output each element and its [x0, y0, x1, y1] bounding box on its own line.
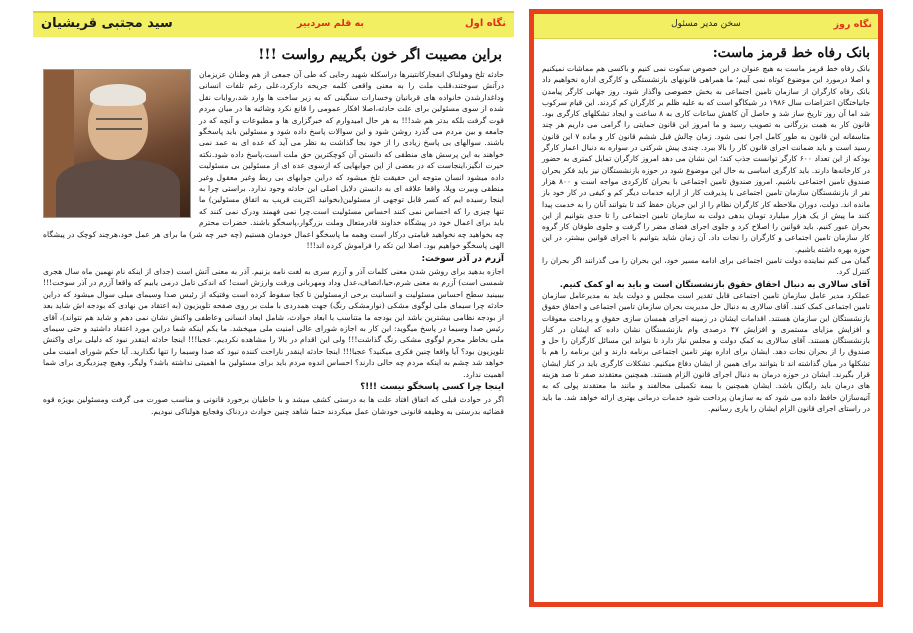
- article-title: براین مصیبت اگر خون بگرییم رواست !!!: [258, 47, 502, 63]
- paragraph: گمان می کنم نماینده دولت تامین اجتماعی برای ادامه مسیر خود، این بحران را می گذرانند اگر بحران را کنترل کرد.: [542, 256, 870, 277]
- subheading: آزرم در آذر سوخت:: [421, 253, 504, 264]
- negah-rooz-column: [529, 9, 883, 607]
- negah-rooz-header: [534, 14, 878, 39]
- negah-rooz-kicker: نگاه روز: [833, 19, 872, 30]
- author-photo: [43, 69, 191, 218]
- author-name: سید مجتبی قریشیان: [41, 16, 173, 31]
- subheading: اینجا چرا کسی پاسخگو نیست !!!؟: [360, 381, 504, 392]
- editor-byline: سخن مدیر مسئول: [671, 19, 741, 29]
- article-body: [33, 69, 514, 417]
- negah-avval-header: [33, 11, 514, 37]
- section-label: به قلم سردبیر: [297, 18, 364, 29]
- negah-rooz-body: [534, 63, 878, 414]
- negah-rooz-title: بانک رفاه خط قرمز ماست:: [712, 45, 870, 61]
- paragraph: اگر در حوادث قبلی که اتفاق افتاد علت ها به درستی کشف میشد و با خاطیان برخورد قانونی و مناسب صورت می گرفت ومسئولین بویژه قوه قضائیه بدرستی به وظیفه قانونی خودشان عمل میکردند حتما شاهد چنین حوادث دردناک وفجایع هولناکی نبودیم.: [43, 395, 504, 416]
- paragraph: اجازه بدهید برای روشن شدن معنی کلمات آذر و آزرم سری به لغت نامه بزنیم. آذر به معنی آتش است (جدای از اینکه نام نهمین ماه سال هجری شمسی است) آزرم به معنی شرم،حیا،انصاف،عدل وداد ومهربانی ورقت وارزش است! که اندکی تامل درمی یابیم که واقعا آزرم در آذر سوخت!!! بیبینید سطح احساس مسئولیت و انسانیت برخی ازمسئولین تا کجا سقوط کرده است وقتیکه از رئیس صدا وسیمای میلی سوال میشود که دراین حادثه چرا سیمای ملی لوگوی مشکی (نوارمشکی رنگ) جهت همدردی با ملت بر روی صفحه تلویزیون (به اعتقاد من نهادی که بودجه اش شاید بعد از بودجه نظامی بیشترین باشد این بودجه ما متناسب با ابعاد حوادث، شامل ابعاد انسانی وعاطفی واکنش نشان نمی دهم و شاید هم نتواند)، آقای رئیس صدا وسیما در پاسخ میگوید: این کار به اجازه شورای عالی امنیت ملی میپخشد. ما یکم اینکه شما دراین مورد اعتقاد داشتید و حتی سیمای ملی بخاطر محرم لوگوی مشکی رنگ گذاشت!!! ولی این اقدام در بالا را مشاهده نکردیم. عجبا!!! اینجا حادثه اینقدر نبود که دلیلی برای واکنش تلویزیون بود؟ آیا واقعا چنین فکری میکنید؟ عجبا!!! اینجا حادثه اینقدر ناراحت کننده نبود که صدا وسیما را تنها نگذارید. آیا حکم شورای امنیت ملی خواهد شد چشم به اینکه مردم چه حالی دارند؟ احساس اندوه مردم باید برای مسئولین ما اهمیتی نداشته باشد؟ ولیگر، وهیچ چیزدیگری برای شما اهمیت ندارد.: [43, 266, 504, 379]
- paragraph: بانک رفاه خط قرمز ماست به هیچ عنوان در این خصوص سکوت نمی کنیم و باکسی هم مماشات نمیکنیم و اصلا درمورد این موضوع کوتاه نمی آییم؛ ما همراهی قانونهای بازنشستگی و کارگری اداره نخواهیم داد بانک رفاه کارگران از سازمان تامین اجتماعی به بخش خصوصی واگذار شود. روز جهانی کارگر پیامدن جانیاختگان اعتراضات سال ۱۹۸۶ در شیکاگو است که به علیه ظلم بر کارگران کم کردند. این قیام سرکوب شد اما آن روز تاریخ ساز شد و حاصل آن کاهش ساعات کاری به ۸ ساعت و ایجاد تشکلهای کارگری بود. قانون کار به همت بزرگانی به تصویب رسید و ما امروز این قانون حمایتی را گرامی می داریم هر چند متاسفانه این قانون به طور کامل اجرا نمی شود. زمان چالش قبل ششم قانون کار و ماده ۷ این قانون رسید است و باید ضمانت اجرای قانون کار را بالا ببرد. چندی پیش شرکتی در سواره به دنبال اعمار کارگر بودکه از این تعداد ۶۰۰ کارگر توانست جذب کند؛ این نشان می دهد امروز کارگران تمایل کمتری به حضور در کارخانه‌ها دارند. باید کارگری اساسی به حال این موضوع شود در حوزه بازنشستگان نیز باید فکر بحران صندوق تامین اجتماعی باشیم. امروز صندوق تامین اجتماعی با بحران کارکردی مواجه است و ۸۰۰ هزار نفر از بازنشستگان سازمان تامین اجتماعی با پذیرفت کار از ارایه خدمات دیگر کم و کیفی در کار خود باز مانده اند. دولت، دوران ملاحظه کار کارگران نظام را از این جریان حفظ کند تا بتوانند آنان را به خدمت پیدا کنند ما پیش از یک هزار میلیارد تومان بدهی دولت به سازمان تامین اجتماعی را تا حدی بتوانیم از این بحران عبور کنیم. باید قوانین را اصلاح کرد و جلوی اجرای فضای مضر را گرفت و جلوی طوفان کار گروه کار سازمان تامین اجتماعی و کارگران را نجات داد. آن زمان شاید بتوانیم با اجرای قوانین بیشتر، در این حوزه بهره داشته باشیم.: [542, 64, 870, 254]
- subheading: آقای سالاری به دنبال احقاق حقوق بازنشستگان است و باید به او کمک کنیم.: [559, 278, 870, 289]
- paragraph: عملکرد مدیر عامل سازمان تامین اجتماعی قابل تقدیر است مجلس و دولت باید به مدیرعامل سازمان تامین اجتماعی کمک کنند. آقای سالاری به دنبال حل مدیریت بحران سازمان تامین اجتماعی و احقاق حقوق بازنشستگان این سازمان هستند. اقدامات ایشان در زمینه اجرای همسان سازی حقوق و پرداخت معوقات و افزایش مزایای مستمری و افزایش ۴۷ درصدی وام بازنشستگان نشان داده که ایشان در کنار بازنشستگان هستند. آقای سالاری به کمک دولت و مجلس نیاز دارد تا بتواند این مسائل کارگران را حل و صندوق را از بحران نجات دهد. ایشان برای اداره بهتر تامین اجتماعی برنامه دارند و این برنامه را هم با تشکلها در میان گذاشته اند تا بتوانند برای همین از ایشان دفاع میکنیم. تشکلات کارگری باید در کنار ایشان قرار بگیرند. ایشان در حوزه درمان به دنبال اجرای قانون الزام هستند. همچنین معتقدند صفر تا صد هزینه های درمان باید رایگان باشد. ایشان همچنین با بیمه تکمیلی مخالفند و مانند ما معتقدند پولی که به آتیه‌سازان حافظ داده می شود که به سازمان پرداخت شود خدمات درمانی بهتری ارائه خواهد شد. ما باید در راستای اجرای قانون الزام ایشان را یاری رسانیم.: [542, 290, 870, 413]
- paragraph: حادثه تلخ وهولناک انفجارکانتینرها دراسکله شهید رجایی که طی آن جمعی از هم وطنان عزیزمان درآتش سوختند،قلب ملت را به معنی واقعی کلمه جریحه دارکرد،علی رغم تلفات انسانی وداغدارشدن خانواده های قربانیان وخسارات سنگینی که به زیر ساخت ها وارد شد،روایات نقل شده از سوی مسئولین برای علت حادثه،اصلا افکار عمومی را قانع نکرد وشائبه ها در میان مردم قوت گرفت بلکه بدتر هم شد!!! به هر حال امیدوارم که خبرگزاری ها و مطبوعات و آنچه که در جامعه و بین مردم می گذرد روشن شود و این سوالات پاسخ داده شود و مسئولین باید پاسخگو باشند. سوالهای بی پاسخ زیادی را از خود بجا گذاشت به نظر می آید که عده ای به عمد نمی خواهند به این پرسش های منطقی که دانستن آن کوچکترین حق ملت است،پاسخ داده شود.نکته حیرت انگیز،اینجاست که در بعضی از این جوابهایی که ازسوی عده ای از مسئولین بی مسئولیت داده میشود انسان متوجه این حقیقت تلخ میشود که دراین جوابهای بی ربط وغیر معقول وغیر منطقی وبیرت وپلا، واقعا علاقه ای به دانستن دلایل اصلی این حادثه وجود ندارد. براستی چرا به اینجا رسیده ایم که کسر قابل توجهی از مسئولین(بخوانید اکثریت قریب به اتفاق مسئولین) ما تنها چیزی را که احساس نمی کنند احساس مسئولیت است.چرا نمی فهمند ودرک نمی کنند که باید برای اعمال خود در پیشگاه خداوند قادرمتعال وملت بزرگوار،پاسخگو باشند. حضرات محترم چه بخواهید چه نخواهید قیامتی درکار است وهمه ما پاسخگو اعمال خودمان هستیم (چه خیر چه شر) ما برای هر عمل خود،هرچند کوچک در پیشگاه الهی پاسخگو خواهیم بود. اصلا این تکه را فراموش کرده اند!!!: [43, 70, 504, 251]
- negah-avval-kicker: نگاه اول: [464, 18, 506, 29]
- negah-avval-column: [33, 11, 514, 607]
